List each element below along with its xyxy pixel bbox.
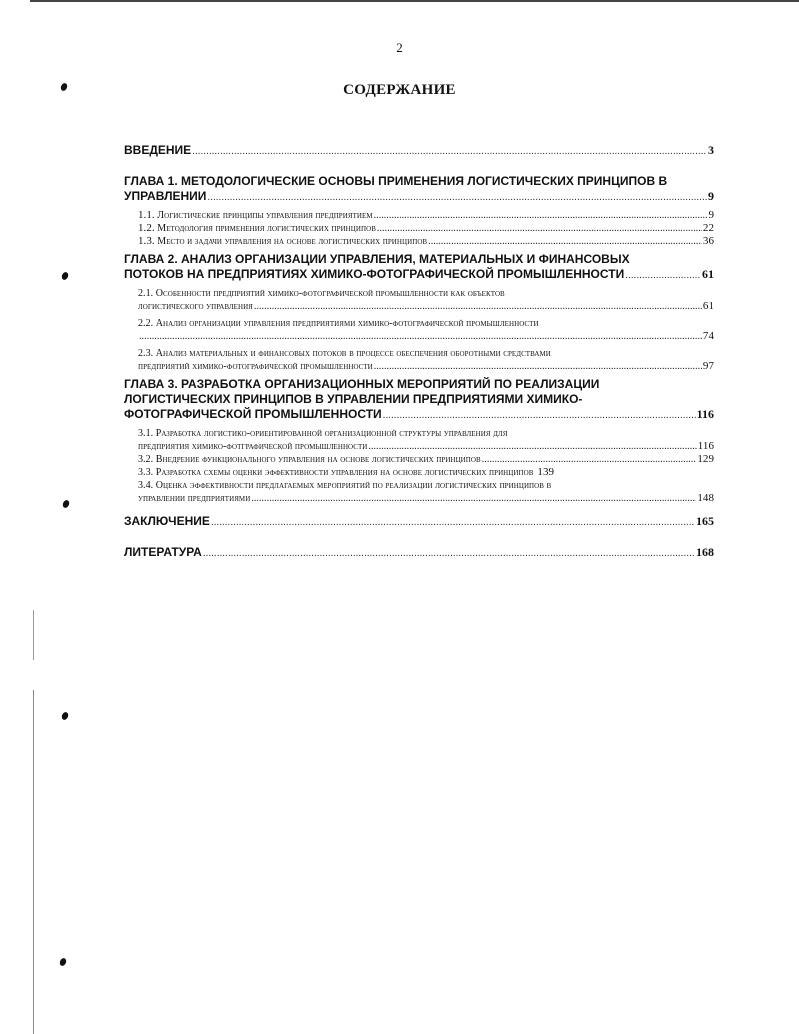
toc-page-number: 148 [697, 492, 714, 504]
toc-page-number: 116 [697, 440, 714, 452]
toc-entry-title: ВВЕДЕНИЕ [124, 143, 192, 157]
toc-entry-title: ГЛАВА 3. РАЗРАБОТКА ОРГАНИЗАЦИОННЫХ МЕРОПРИЯТИЙ ПО РЕАЛИЗАЦИИ [124, 377, 600, 391]
toc-section-2-3[interactable] [124, 347, 714, 373]
toc-entry-chapter-2[interactable] [124, 252, 714, 283]
toc-section-number: 1.2. [138, 222, 155, 234]
dot-leader [203, 546, 695, 561]
toc-page-number: 165 [696, 514, 714, 528]
toc-section-list [124, 209, 714, 248]
toc-section-title: 3.3. Разработка схемы оценки эффективности управления на основе логистических принципов [138, 467, 534, 478]
dot-leader [207, 190, 707, 205]
toc-page-number: 22 [702, 222, 714, 234]
toc-section-list [124, 427, 714, 505]
toc-page-number: 3 [708, 143, 714, 157]
table-of-contents [124, 143, 714, 561]
dot-leader [374, 209, 708, 222]
toc-section-title: 2.2. Анализ организации управления предприятиями химико-фотографической промышленности [138, 318, 539, 329]
toc-page-number: 139 [537, 466, 555, 478]
punch-hole-mark [61, 711, 70, 721]
toc-section-2-1[interactable] [124, 287, 714, 313]
scan-edge-left [33, 610, 34, 660]
toc-section-3-4[interactable] [124, 479, 714, 505]
dot-leader [368, 440, 696, 453]
toc-section-2-2[interactable] [124, 317, 714, 343]
toc-section-title: управлении предприятиями [138, 493, 251, 504]
toc-section-title: 2.3. Анализ материальных и финансовых потоков в процессе обеспечения оборотными средствами [138, 348, 551, 359]
toc-section-3-2[interactable] [124, 453, 714, 466]
toc-section-title: Методология применения логистических принципов [157, 223, 376, 234]
scan-edge-left [33, 690, 34, 1034]
toc-page-number: 74 [702, 330, 714, 342]
page-title: СОДЕРЖАНИЕ [343, 82, 456, 98]
toc-entry-title: ГЛАВА 2. АНАЛИЗ ОРГАНИЗАЦИИ УПРАВЛЕНИЯ, МАТЕРИАЛЬНЫХ И ФИНАНСОВЫХ [124, 252, 630, 266]
toc-page-number: 9 [708, 189, 714, 203]
dot-leader [383, 408, 696, 423]
dot-leader [377, 222, 702, 235]
toc-section-3-1[interactable] [124, 427, 714, 453]
toc-section-number: 1.1. [138, 209, 155, 221]
toc-entry-title: ГЛАВА 1. МЕТОДОЛОГИЧЕСКИЕ ОСНОВЫ ПРИМЕНЕНИЯ ЛОГИСТИЧЕСКИХ ПРИНЦИПОВ В [124, 174, 668, 188]
dot-leader [625, 268, 701, 283]
scan-edge-top [30, 0, 799, 2]
toc-page-number: 61 [702, 267, 714, 281]
dot-leader [211, 515, 695, 530]
punch-hole-mark [59, 957, 68, 967]
toc-entry-title: ФОТОГРАФИЧЕСКОЙ ПРОМЫШЛЕННОСТИ [124, 407, 382, 421]
dot-leader [251, 492, 696, 505]
toc-section-title: 3.1. Разработка логистико-ориентированной организационной структуры управления для [138, 428, 508, 439]
toc-section-3-3[interactable] [124, 466, 714, 479]
toc-entry-conclusion[interactable] [124, 514, 714, 530]
toc-entry-literature[interactable] [124, 545, 714, 561]
toc-section-title: Место и задачи управления на основе логистических принципов [157, 236, 428, 247]
dot-leader [374, 360, 702, 373]
toc-page-number: 97 [702, 360, 714, 372]
toc-page-number: 129 [697, 453, 714, 465]
toc-entry-chapter-3[interactable] [124, 377, 714, 423]
toc-entry-title: ЛОГИСТИЧЕСКИХ ПРИНЦИПОВ В УПРАВЛЕНИИ ПРЕДПРИЯТИЯМИ ХИМИКО- [124, 392, 583, 406]
toc-section-title: Логистические принципы управления предприятием [157, 210, 373, 221]
page-number: 2 [396, 40, 403, 55]
toc-page-number: 116 [696, 407, 714, 421]
toc-entry-title: УПРАВЛЕНИИ [124, 189, 207, 203]
toc-section-title: 3.4. Оценка эффективности предлагаемых мероприятий по реализации логистических принципов в [138, 480, 552, 491]
toc-section-list [124, 287, 714, 373]
dot-leader [428, 235, 702, 248]
toc-section-title: 2.1. Особенности предприятий химико-фотографической промышленности как объектов [138, 288, 505, 299]
toc-section-number: 1.3. [138, 235, 155, 247]
toc-entry-title: ПОТОКОВ НА ПРЕДПРИЯТИЯХ ХИМИКО-ФОТОГРАФИЧЕСКОЙ ПРОМЫШЛЕННОСТИ [124, 267, 625, 281]
toc-page-number: 61 [702, 300, 714, 312]
punch-hole-mark [61, 271, 70, 281]
toc-section-title: 3.2. Внедрение функционального управления на основе логистических принципов [138, 454, 481, 465]
dot-leader [254, 300, 702, 313]
toc-entry-chapter-1[interactable] [124, 174, 714, 205]
toc-entry-title: ЗАКЛЮЧЕНИЕ [124, 514, 210, 528]
toc-page-number: 36 [702, 235, 714, 247]
toc-section-1-2[interactable] [124, 222, 714, 235]
dot-leader [192, 144, 707, 159]
toc-entry-introduction[interactable] [124, 143, 714, 159]
toc-section-1-3[interactable] [124, 235, 714, 248]
toc-section-title: предприятия химико-фотграфической промышленности [138, 441, 368, 452]
toc-section-title: логистического управления [138, 301, 253, 312]
dot-leader [482, 453, 697, 466]
toc-section-1-1[interactable] [124, 209, 714, 222]
toc-section-title: предприятий химико-фотографической промышленности [138, 361, 373, 372]
toc-page-number: 168 [696, 545, 714, 559]
toc-entry-title: ЛИТЕРАТУРА [124, 545, 202, 559]
dot-leader [139, 330, 702, 343]
toc-page-number: 9 [708, 209, 714, 221]
punch-hole-mark [62, 499, 71, 509]
